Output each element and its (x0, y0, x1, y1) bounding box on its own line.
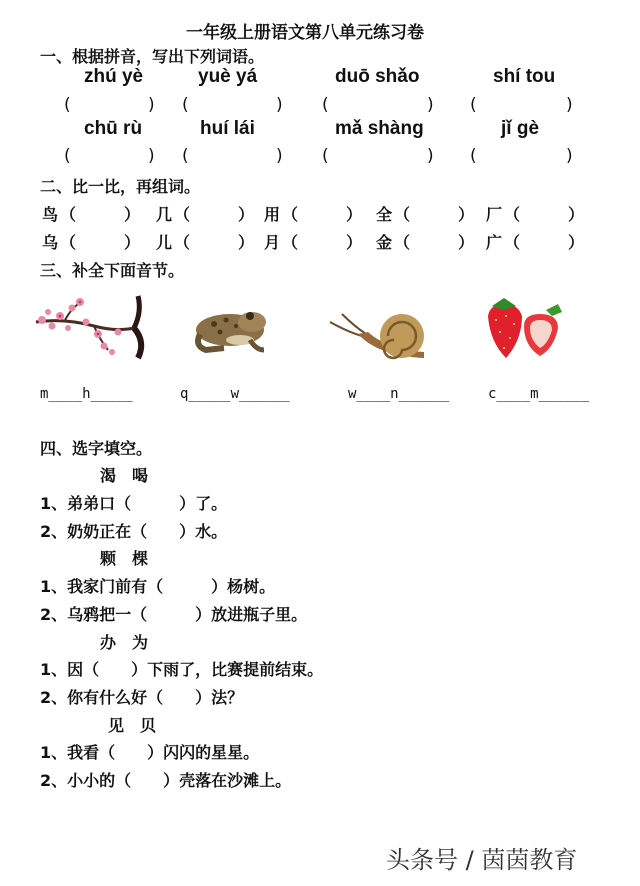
answer-paren-close: ) (276, 146, 283, 166)
frog-picture (190, 300, 272, 354)
answer-paren-open: ( (470, 146, 477, 166)
worksheet-title: 一年级上册语文第八单元练习卷 (186, 23, 424, 43)
compare-blank: （ ） (504, 233, 585, 252)
answer-paren-open: ( (182, 146, 189, 166)
answer-paren-open: ( (64, 146, 71, 166)
compare-char: 广 (486, 233, 503, 252)
compare-char: 鸟 (42, 205, 59, 224)
pinyin-6: huí lái (200, 118, 255, 139)
section-4-heading: 四、选字填空。 (40, 439, 153, 458)
pinyin-2: yuè yá (198, 66, 258, 87)
answer-paren-close: ) (427, 146, 434, 166)
strawberry-picture (484, 296, 566, 362)
syllable-blank-1: m____h_____ (40, 386, 133, 402)
answer-paren-close: ) (148, 95, 155, 115)
compare-char: 用 (264, 205, 281, 224)
word-choice-pair: 见 贝 (108, 716, 157, 735)
word-choice-pair: 颗 棵 (100, 549, 149, 568)
compare-char: 几 (156, 205, 173, 224)
answer-paren-open: ( (470, 95, 477, 115)
answer-paren-close: ) (427, 95, 434, 115)
section-1-heading: 一、根据拼音，写出下列词语。 (40, 47, 265, 66)
snail-picture (328, 292, 432, 364)
word-choice-pair: 办 为 (100, 633, 149, 652)
compare-blank: （ ） (174, 205, 255, 224)
compare-blank: （ ） (60, 233, 141, 252)
watermark: 头条号 / 茵茵教育 (386, 846, 578, 874)
answer-paren-close: ) (566, 146, 573, 166)
pinyin-4: shí tou (493, 66, 556, 87)
fill-question: 1、我看（ ）闪闪的星星。 (40, 743, 260, 762)
compare-blank: （ ） (504, 205, 585, 224)
syllable-blank-4: c____m______ (488, 386, 590, 402)
pinyin-1: zhú yè (84, 66, 144, 87)
compare-char: 金 (376, 233, 393, 252)
answer-paren-open: ( (322, 146, 329, 166)
fill-question: 1、我家门前有（ ）杨树。 (40, 577, 276, 596)
compare-char: 月 (264, 233, 281, 252)
compare-blank: （ ） (394, 205, 475, 224)
fill-question: 2、小小的（ ）壳落在沙滩上。 (40, 771, 292, 790)
fill-question: 1、因（ ）下雨了，比赛提前结束。 (40, 660, 324, 679)
fill-question: 2、奶奶正在（ ）水。 (40, 522, 228, 541)
compare-blank: （ ） (174, 233, 255, 252)
answer-paren-close: ) (276, 95, 283, 115)
compare-blank: （ ） (394, 233, 475, 252)
syllable-blank-3: w____n______ (348, 386, 450, 402)
compare-char: 全 (376, 205, 393, 224)
pinyin-8: jǐ gè (501, 118, 540, 139)
compare-char: 儿 (156, 233, 173, 252)
pinyin-5: chū rù (84, 118, 143, 139)
section-3-heading: 三、补全下面音节。 (40, 261, 185, 280)
answer-paren-close: ) (148, 146, 155, 166)
answer-paren-open: ( (322, 95, 329, 115)
answer-paren-close: ) (566, 95, 573, 115)
fill-question: 1、弟弟口（ ）了。 (40, 494, 228, 513)
word-choice-pair: 渴 喝 (100, 466, 149, 485)
plum-blossom-picture (34, 292, 152, 362)
compare-blank: （ ） (60, 205, 141, 224)
answer-paren-open: ( (182, 95, 189, 115)
fill-question: 2、你有什么好（ ）法？ (40, 688, 244, 707)
compare-blank: （ ） (282, 205, 363, 224)
fill-question: 2、乌鸦把一（ ）放进瓶子里。 (40, 605, 308, 624)
section-2-heading: 二、比一比，再组词。 (40, 177, 201, 196)
compare-char: 厂 (486, 205, 503, 224)
pinyin-3: duō shǎo (335, 66, 420, 87)
compare-char: 乌 (42, 233, 59, 252)
pinyin-7: mǎ shàng (335, 118, 424, 139)
answer-paren-open: ( (64, 95, 71, 115)
compare-blank: （ ） (282, 233, 363, 252)
syllable-blank-2: q_____w______ (180, 386, 290, 402)
